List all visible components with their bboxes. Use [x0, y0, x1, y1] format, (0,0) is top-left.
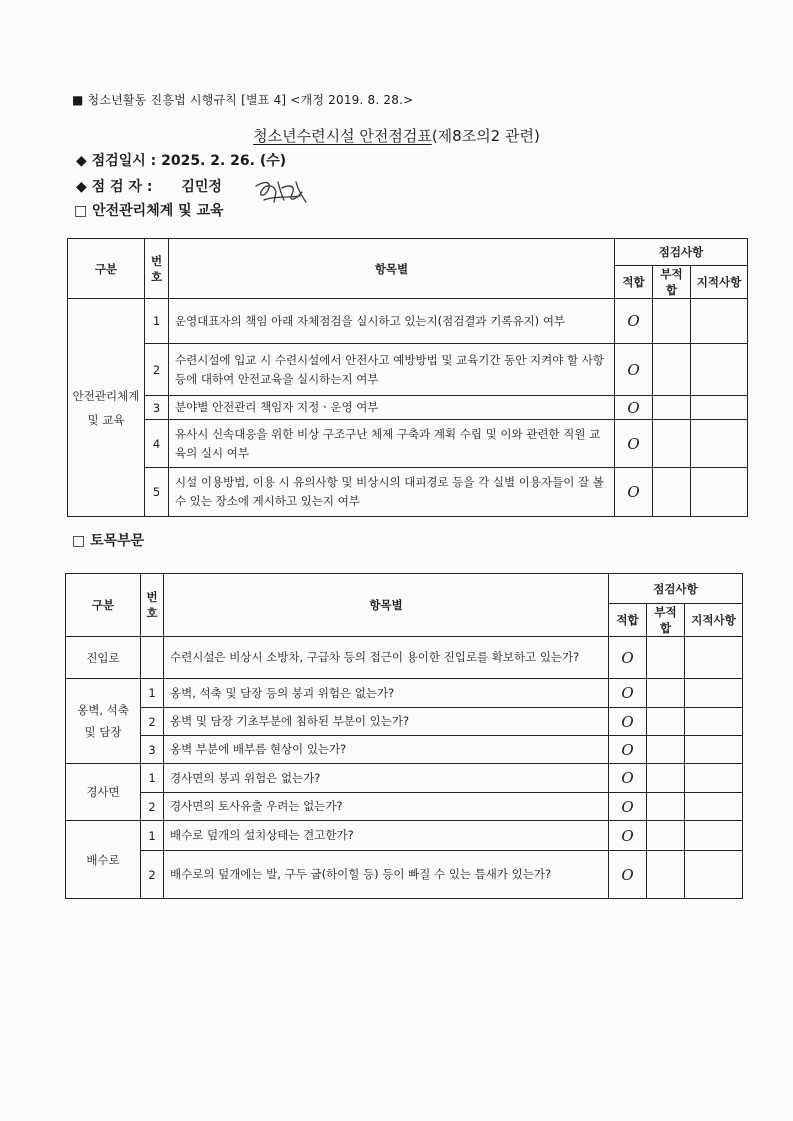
pass-mark: O [609, 736, 647, 764]
item-text: 옹벽 및 담장 기초부분에 침하된 부분이 있는가? [164, 708, 609, 736]
category-cell: 진입로 [66, 637, 141, 679]
item-text: 운영대표자의 책임 아래 자체점검을 실시하고 있는지(점검결과 기록유지) 여부 [169, 299, 615, 344]
title-suffix: (제8조의2 관련) [431, 127, 540, 145]
table-row [68, 420, 748, 468]
remarks-cell [691, 420, 748, 468]
signature-icon [252, 176, 310, 208]
table-row [66, 637, 743, 679]
header-item: 항목별 [169, 239, 615, 299]
header-fail: 부적합 [647, 604, 685, 637]
pass-mark: O [615, 420, 653, 468]
row-number: 5 [145, 468, 169, 517]
inspector-name: 김민정 [181, 179, 222, 195]
header-number: 번 호 [145, 239, 169, 299]
pass-mark: O [615, 344, 653, 396]
item-text: 시설 이용방법, 이용 시 유의사항 및 비상시의 대피경로 등을 각 실별 이용자들이 잘 볼 수 있는 장소에 게시하고 있는지 여부 [169, 468, 615, 517]
header-remarks: 지적사항 [685, 604, 743, 637]
fail-cell [647, 708, 685, 736]
inspection-date-label: ◆ 점검일시 : [76, 153, 157, 169]
row-number [141, 637, 164, 679]
header-remarks: 지적사항 [691, 266, 748, 299]
item-text: 경사면의 토사유출 우려는 없는가? [164, 793, 609, 821]
remarks-cell [685, 736, 743, 764]
remarks-cell [685, 851, 743, 899]
remarks-cell [685, 708, 743, 736]
row-number: 3 [141, 736, 164, 764]
table-row [68, 468, 748, 517]
item-text: 배수로 덮개의 설치상태는 견고한가? [164, 821, 609, 851]
header-category: 구분 [66, 574, 141, 637]
row-number: 2 [145, 344, 169, 396]
header-item: 항목별 [164, 574, 609, 637]
remarks-cell [685, 637, 743, 679]
remarks-cell [691, 396, 748, 420]
fail-cell [653, 344, 691, 396]
item-text: 옹벽, 석축 및 담장 등의 붕괴 위험은 없는가? [164, 679, 609, 708]
header-pass: 적합 [609, 604, 647, 637]
header-pass: 적합 [615, 266, 653, 299]
row-number: 1 [141, 764, 164, 793]
table-row [66, 821, 743, 851]
fail-cell [647, 851, 685, 899]
row-number: 4 [145, 420, 169, 468]
row-number: 3 [145, 396, 169, 420]
fail-cell [647, 736, 685, 764]
item-text: 분야별 안전관리 책임자 지정ㆍ운영 여부 [169, 396, 615, 420]
row-number: 1 [141, 679, 164, 708]
section-title-safety-management: □ 안전관리체계 및 교육 [74, 203, 224, 219]
fail-cell [653, 420, 691, 468]
category-cell: 경사면 [66, 764, 141, 821]
fail-cell [647, 637, 685, 679]
pass-mark: O [609, 679, 647, 708]
header-number: 번 호 [141, 574, 164, 637]
remarks-cell [685, 793, 743, 821]
header-check: 점검사항 [609, 574, 743, 604]
row-number: 1 [145, 299, 169, 344]
inspection-date-row [76, 150, 286, 170]
remarks-cell [691, 468, 748, 517]
category-cell: 안전관리체계 및 교육 [68, 299, 145, 517]
fail-cell [653, 468, 691, 517]
fail-cell [647, 793, 685, 821]
page-title [0, 125, 793, 146]
remarks-cell [685, 764, 743, 793]
item-text: 경사면의 붕괴 위험은 없는가? [164, 764, 609, 793]
inspector-label: ◆ 점 검 자 : [76, 179, 153, 195]
fail-cell [647, 679, 685, 708]
remarks-cell [691, 344, 748, 396]
table-row [66, 736, 743, 764]
item-text: 유사시 신속대응을 위한 비상 구조구난 체제 구축과 계획 수립 및 이와 관련한 직원 교육의 실시 여부 [169, 420, 615, 468]
remarks-cell [691, 299, 748, 344]
item-text: 수련시설에 입교 시 수련시설에서 안전사고 예방방법 및 교육기간 동안 지켜야 할 사항 등에 대하여 안전교육을 실시하는지 여부 [169, 344, 615, 396]
item-text: 옹벽 부분에 배부름 현상이 있는가? [164, 736, 609, 764]
table-row [66, 764, 743, 793]
item-text: 수련시설은 비상시 소방차, 구급차 등의 접근이 용이한 진입로를 확보하고 있는가? [164, 637, 609, 679]
table-row [66, 793, 743, 821]
header-fail: 부적합 [653, 266, 691, 299]
row-number: 2 [141, 793, 164, 821]
category-cell: 배수로 [66, 821, 141, 899]
inspector-row [76, 176, 222, 196]
regulation-reference: ■ 청소년활동 진흥법 시행규칙 [별표 4] <개정 2019. 8. 28.> [72, 93, 414, 107]
row-number: 2 [141, 708, 164, 736]
fail-cell [647, 821, 685, 851]
remarks-cell [685, 821, 743, 851]
title-main: 청소년수련시설 안전점검표 [253, 127, 432, 145]
table-row [66, 708, 743, 736]
fail-cell [647, 764, 685, 793]
table-row [66, 851, 743, 899]
table-row [68, 344, 748, 396]
row-number: 2 [141, 851, 164, 899]
pass-mark: O [609, 764, 647, 793]
table-row [68, 396, 748, 420]
pass-mark: O [609, 793, 647, 821]
header-check: 점검사항 [615, 239, 748, 266]
remarks-cell [685, 679, 743, 708]
pass-mark: O [609, 637, 647, 679]
section-title-civil-engineering: □ 토목부문 [72, 533, 145, 549]
safety-management-table [67, 238, 748, 517]
pass-mark: O [609, 851, 647, 899]
civil-engineering-table [65, 573, 743, 899]
table-row [66, 679, 743, 708]
fail-cell [653, 396, 691, 420]
pass-mark: O [615, 396, 653, 420]
fail-cell [653, 299, 691, 344]
pass-mark: O [615, 299, 653, 344]
pass-mark: O [615, 468, 653, 517]
pass-mark: O [609, 708, 647, 736]
table-row [68, 299, 748, 344]
row-number: 1 [141, 821, 164, 851]
pass-mark: O [609, 821, 647, 851]
header-category: 구분 [68, 239, 145, 299]
item-text: 배수로의 덮개에는 발, 구두 굽(하이힐 등) 등이 빠질 수 있는 틈새가 있는가? [164, 851, 609, 899]
inspection-date-value: 2025. 2. 26. (수) [161, 153, 287, 169]
category-cell: 옹벽, 석축 및 담장 [66, 679, 141, 764]
